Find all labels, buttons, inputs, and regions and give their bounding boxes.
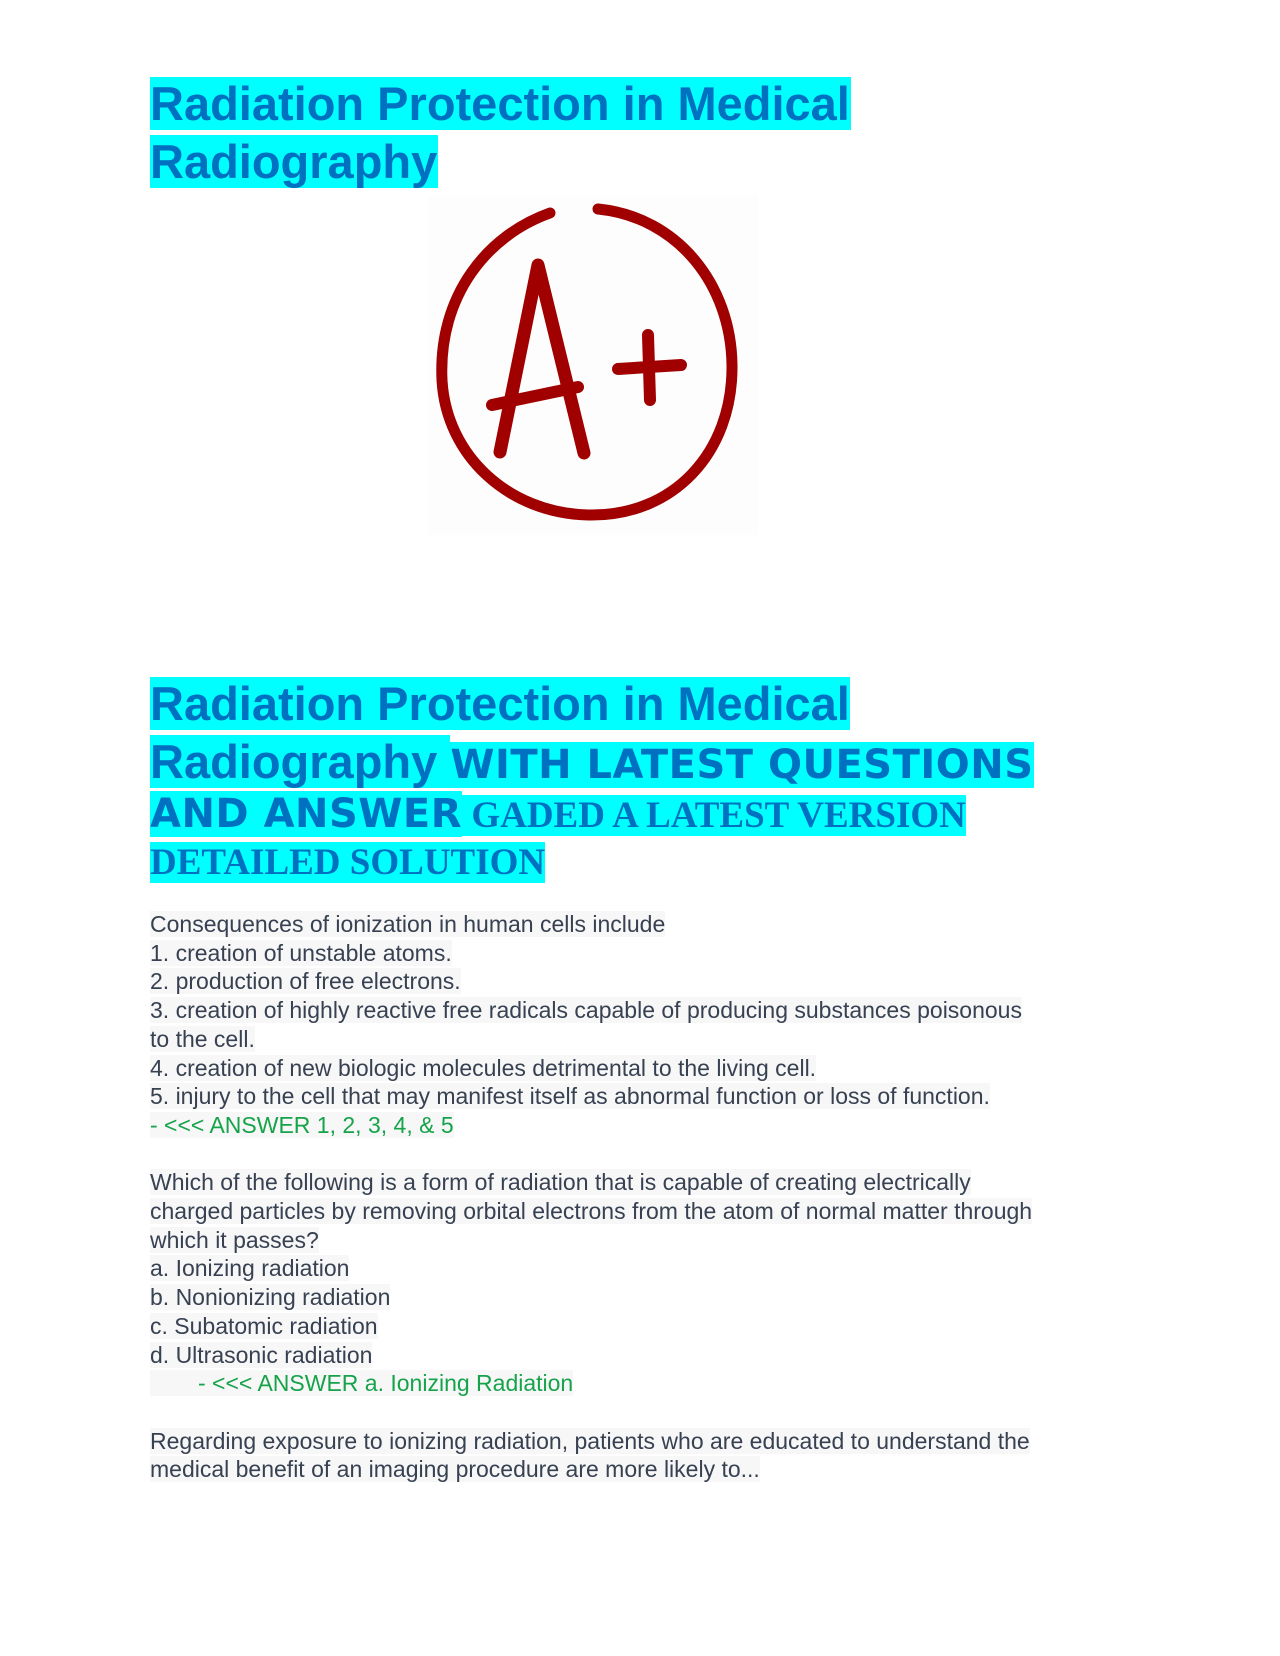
- title-main-line-2a: Radiography: [150, 735, 451, 788]
- document-page: [150, 75, 1130, 1483]
- question-text: charged particles by removing orbital electrons from the atom of normal matter through: [150, 1198, 1033, 1225]
- question-2: [150, 1168, 1140, 1398]
- document-title-main: [150, 675, 1130, 886]
- option-text: 2. production of free electrons.: [150, 968, 461, 995]
- option-c: c. Subatomic radiation: [150, 1312, 378, 1339]
- answer-text: - <<< ANSWER 1, 2, 3, 4, & 5: [150, 1111, 454, 1138]
- title-main-line-4: DETAILED SOLUTION: [150, 842, 546, 883]
- question-3: [150, 1427, 1140, 1484]
- question-text: Which of the following is a form of radiation that is capable of creating electrically: [150, 1169, 971, 1196]
- question-text: medical benefit of an imaging procedure are more likely to...: [150, 1456, 760, 1483]
- question-text: Consequences of ionization in human cells include: [150, 911, 666, 937]
- option-d: d. Ultrasonic radiation: [150, 1341, 373, 1368]
- option-text: to the cell.: [150, 1025, 255, 1052]
- question-list: [150, 910, 1140, 1513]
- document-title-top: [150, 75, 1130, 191]
- answer-text: - <<< ANSWER a. Ionizing Radiation: [150, 1370, 573, 1396]
- option-text: 1. creation of unstable atoms.: [150, 939, 452, 966]
- title-main-line-3a: AND ANSWER: [150, 791, 463, 837]
- question-1: [150, 910, 1140, 1140]
- title-top-line-1: Radiation Protection in Medical: [150, 77, 850, 130]
- option-text: 3. creation of highly reactive free radicals capable of producing substances poisonous: [150, 997, 1022, 1024]
- option-text: 5. injury to the cell that may manifest itself as abnormal function or loss of function.: [150, 1083, 990, 1110]
- a-plus-grade-icon: [428, 195, 758, 535]
- title-top-line-2: Radiography: [150, 135, 438, 188]
- question-text: Regarding exposure to ionizing radiation, patients who are educated to understand the: [150, 1427, 1030, 1454]
- option-text: 4. creation of new biologic molecules detrimental to the living cell.: [150, 1054, 817, 1081]
- title-main-line-2b: WITH LATEST QUESTIONS: [450, 742, 1034, 788]
- title-main-line-3b: GADED A LATEST VERSION: [462, 795, 966, 836]
- option-b: b. Nonionizing radiation: [150, 1284, 391, 1311]
- option-a: a. Ionizing radiation: [150, 1255, 350, 1282]
- title-main-line-1: Radiation Protection in Medical: [150, 677, 850, 730]
- question-text: which it passes?: [150, 1226, 319, 1253]
